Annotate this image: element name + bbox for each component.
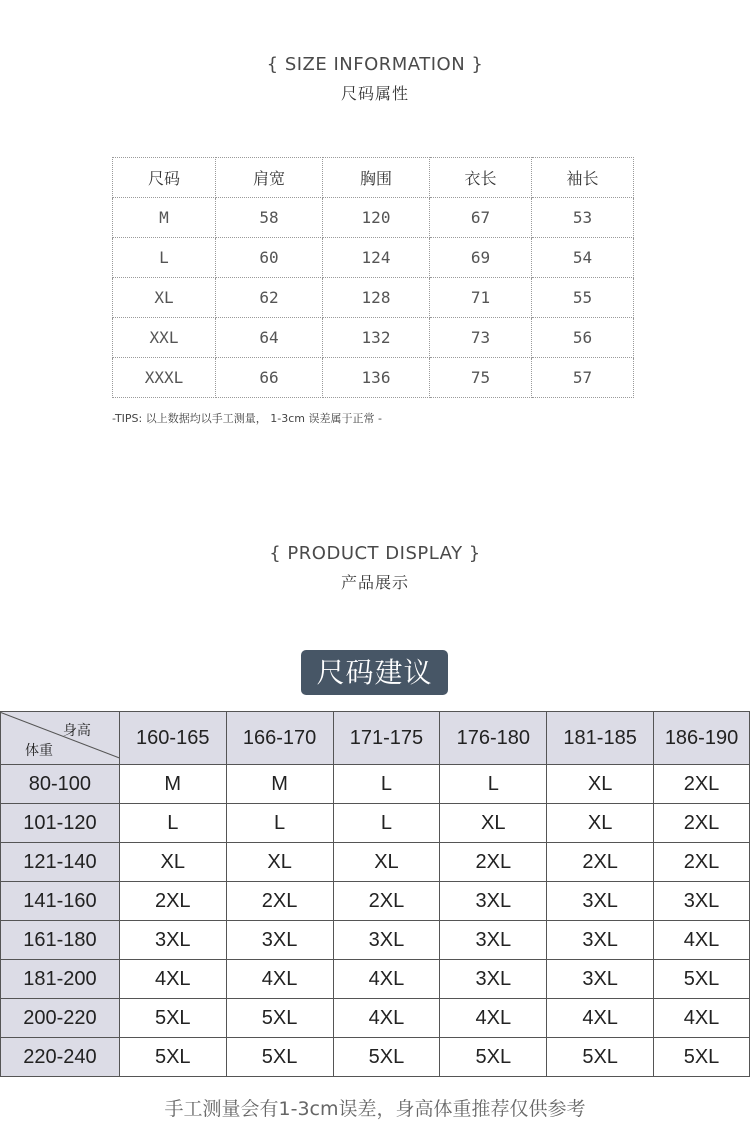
size-table-cell: 136 — [323, 358, 430, 398]
size-table-cell: 128 — [323, 278, 430, 318]
corner-diagonal — [1, 712, 119, 764]
size-table-cell: XXL — [113, 318, 216, 358]
size-table-cell: 67 — [430, 198, 532, 238]
recommended-size-cell: 2XL — [654, 804, 750, 843]
recommendation-row — [1, 882, 750, 921]
recommended-size-cell: 2XL — [654, 765, 750, 804]
weight-range-label: 121-140 — [1, 843, 120, 882]
recommended-size-cell: 3XL — [333, 921, 440, 960]
recommended-size-cell: 2XL — [440, 843, 547, 882]
recommended-size-cell: 3XL — [654, 882, 750, 921]
recommended-size-cell: 5XL — [547, 1038, 654, 1077]
weight-range-label: 80-100 — [1, 765, 120, 804]
recommended-size-cell: 4XL — [119, 960, 226, 999]
size-recommendation-table — [0, 711, 750, 1077]
height-range-header: 181-185 — [547, 712, 654, 765]
size-table-header-cell: 尺码 — [113, 158, 216, 198]
recommended-size-cell: 5XL — [119, 1038, 226, 1077]
recommendation-row — [1, 765, 750, 804]
size-table-cell: 73 — [430, 318, 532, 358]
size-table-cell: 71 — [430, 278, 532, 318]
height-range-header: 186-190 — [654, 712, 750, 765]
recommended-size-cell: M — [226, 765, 333, 804]
product-display-title-cn: 产品展示 — [340, 573, 409, 592]
recommended-size-cell: 2XL — [226, 882, 333, 921]
size-tips: -TIPS: 以上数据均以手工测量， 1-3cm 误差属于正常 - — [112, 412, 382, 425]
recommendation-row — [1, 843, 750, 882]
recommended-size-cell: 2XL — [654, 843, 750, 882]
size-table-header-cell: 衣长 — [430, 158, 532, 198]
recommended-size-cell: M — [119, 765, 226, 804]
recommended-size-cell: 5XL — [119, 999, 226, 1038]
recommended-size-cell: 4XL — [440, 999, 547, 1038]
size-info-title-cn: 尺码属性 — [340, 84, 409, 103]
recommended-size-cell: 4XL — [333, 960, 440, 999]
recommended-size-cell: 5XL — [333, 1038, 440, 1077]
size-table-row — [113, 318, 634, 358]
measurement-note: 手工测量会有1-3cm误差，身高体重推荐仅供参考 — [164, 1098, 586, 1120]
recommended-size-cell: 5XL — [654, 960, 750, 999]
size-table-cell: 66 — [216, 358, 323, 398]
recommended-size-cell: 5XL — [226, 999, 333, 1038]
size-table-cell: 120 — [323, 198, 430, 238]
weight-range-label: 220-240 — [1, 1038, 120, 1077]
recommended-size-cell: XL — [547, 765, 654, 804]
corner-cell — [1, 712, 120, 765]
recommended-size-cell: 3XL — [226, 921, 333, 960]
recommended-size-cell: 2XL — [547, 843, 654, 882]
size-table-cell: 56 — [532, 318, 634, 358]
weight-axis-label: 体重 — [25, 743, 53, 759]
size-table-cell: 58 — [216, 198, 323, 238]
weight-range-label: 200-220 — [1, 999, 120, 1038]
recommended-size-cell: L — [333, 765, 440, 804]
size-table-cell: 124 — [323, 238, 430, 278]
size-info-title-en: { SIZE INFORMATION } — [266, 54, 484, 75]
recommendation-row — [1, 999, 750, 1038]
recommended-size-cell: L — [119, 804, 226, 843]
size-table-cell: L — [113, 238, 216, 278]
weight-range-label: 101-120 — [1, 804, 120, 843]
height-range-header: 176-180 — [440, 712, 547, 765]
recommended-size-cell: 2XL — [333, 882, 440, 921]
size-table-cell: 57 — [532, 358, 634, 398]
recommended-size-cell: 3XL — [547, 921, 654, 960]
size-table-cell: XXXL — [113, 358, 216, 398]
recommended-size-cell: 3XL — [440, 921, 547, 960]
recommended-size-cell: 4XL — [333, 999, 440, 1038]
recommended-size-cell: 3XL — [440, 960, 547, 999]
recommended-size-cell: L — [333, 804, 440, 843]
size-table-row — [113, 198, 634, 238]
recommended-size-cell: 3XL — [119, 921, 226, 960]
recommendation-header-row — [1, 712, 750, 765]
height-axis-label: 身高 — [62, 723, 91, 739]
height-range-header: 160-165 — [119, 712, 226, 765]
size-table-cell: 62 — [216, 278, 323, 318]
recommended-size-cell: L — [440, 765, 547, 804]
size-table-cell: 60 — [216, 238, 323, 278]
size-table-cell: 55 — [532, 278, 634, 318]
recommended-size-cell: XL — [440, 804, 547, 843]
size-table-cell: M — [113, 198, 216, 238]
size-table-row — [113, 358, 634, 398]
size-table-cell: XL — [113, 278, 216, 318]
recommended-size-cell: 4XL — [547, 999, 654, 1038]
size-advice-banner: 尺码建议 — [301, 650, 448, 695]
height-range-header: 166-170 — [226, 712, 333, 765]
height-range-header: 171-175 — [333, 712, 440, 765]
weight-range-label: 181-200 — [1, 960, 120, 999]
recommended-size-cell: 2XL — [119, 882, 226, 921]
recommended-size-cell: L — [226, 804, 333, 843]
recommended-size-cell: 3XL — [440, 882, 547, 921]
size-info-table — [112, 157, 634, 398]
recommended-size-cell: 3XL — [547, 960, 654, 999]
size-table-cell: 54 — [532, 238, 634, 278]
recommended-size-cell: 3XL — [547, 882, 654, 921]
size-info-heading — [0, 54, 750, 104]
recommendation-row — [1, 804, 750, 843]
recommended-size-cell: 4XL — [226, 960, 333, 999]
recommendation-row — [1, 960, 750, 999]
recommended-size-cell: XL — [333, 843, 440, 882]
size-table-row — [113, 278, 634, 318]
recommended-size-cell: 5XL — [226, 1038, 333, 1077]
recommended-size-cell: XL — [547, 804, 654, 843]
recommendation-row — [1, 1038, 750, 1077]
size-table-cell: 53 — [532, 198, 634, 238]
recommended-size-cell: 4XL — [654, 999, 750, 1038]
recommended-size-cell: 4XL — [654, 921, 750, 960]
product-display-heading — [0, 543, 750, 593]
size-table-cell: 69 — [430, 238, 532, 278]
product-display-title-en: { PRODUCT DISPLAY } — [269, 543, 481, 564]
diagonal-line — [1, 712, 119, 760]
size-table-header-cell: 肩宽 — [216, 158, 323, 198]
size-table-header-cell: 胸围 — [323, 158, 430, 198]
recommended-size-cell: 5XL — [654, 1038, 750, 1077]
size-table-cell: 75 — [430, 358, 532, 398]
recommended-size-cell: XL — [226, 843, 333, 882]
size-table-header-row — [113, 158, 634, 198]
weight-range-label: 141-160 — [1, 882, 120, 921]
size-table-row — [113, 238, 634, 278]
weight-range-label: 161-180 — [1, 921, 120, 960]
size-table-cell: 64 — [216, 318, 323, 358]
recommendation-row — [1, 921, 750, 960]
size-table-cell: 132 — [323, 318, 430, 358]
recommended-size-cell: XL — [119, 843, 226, 882]
recommended-size-cell: 5XL — [440, 1038, 547, 1077]
size-table-header-cell: 袖长 — [532, 158, 634, 198]
